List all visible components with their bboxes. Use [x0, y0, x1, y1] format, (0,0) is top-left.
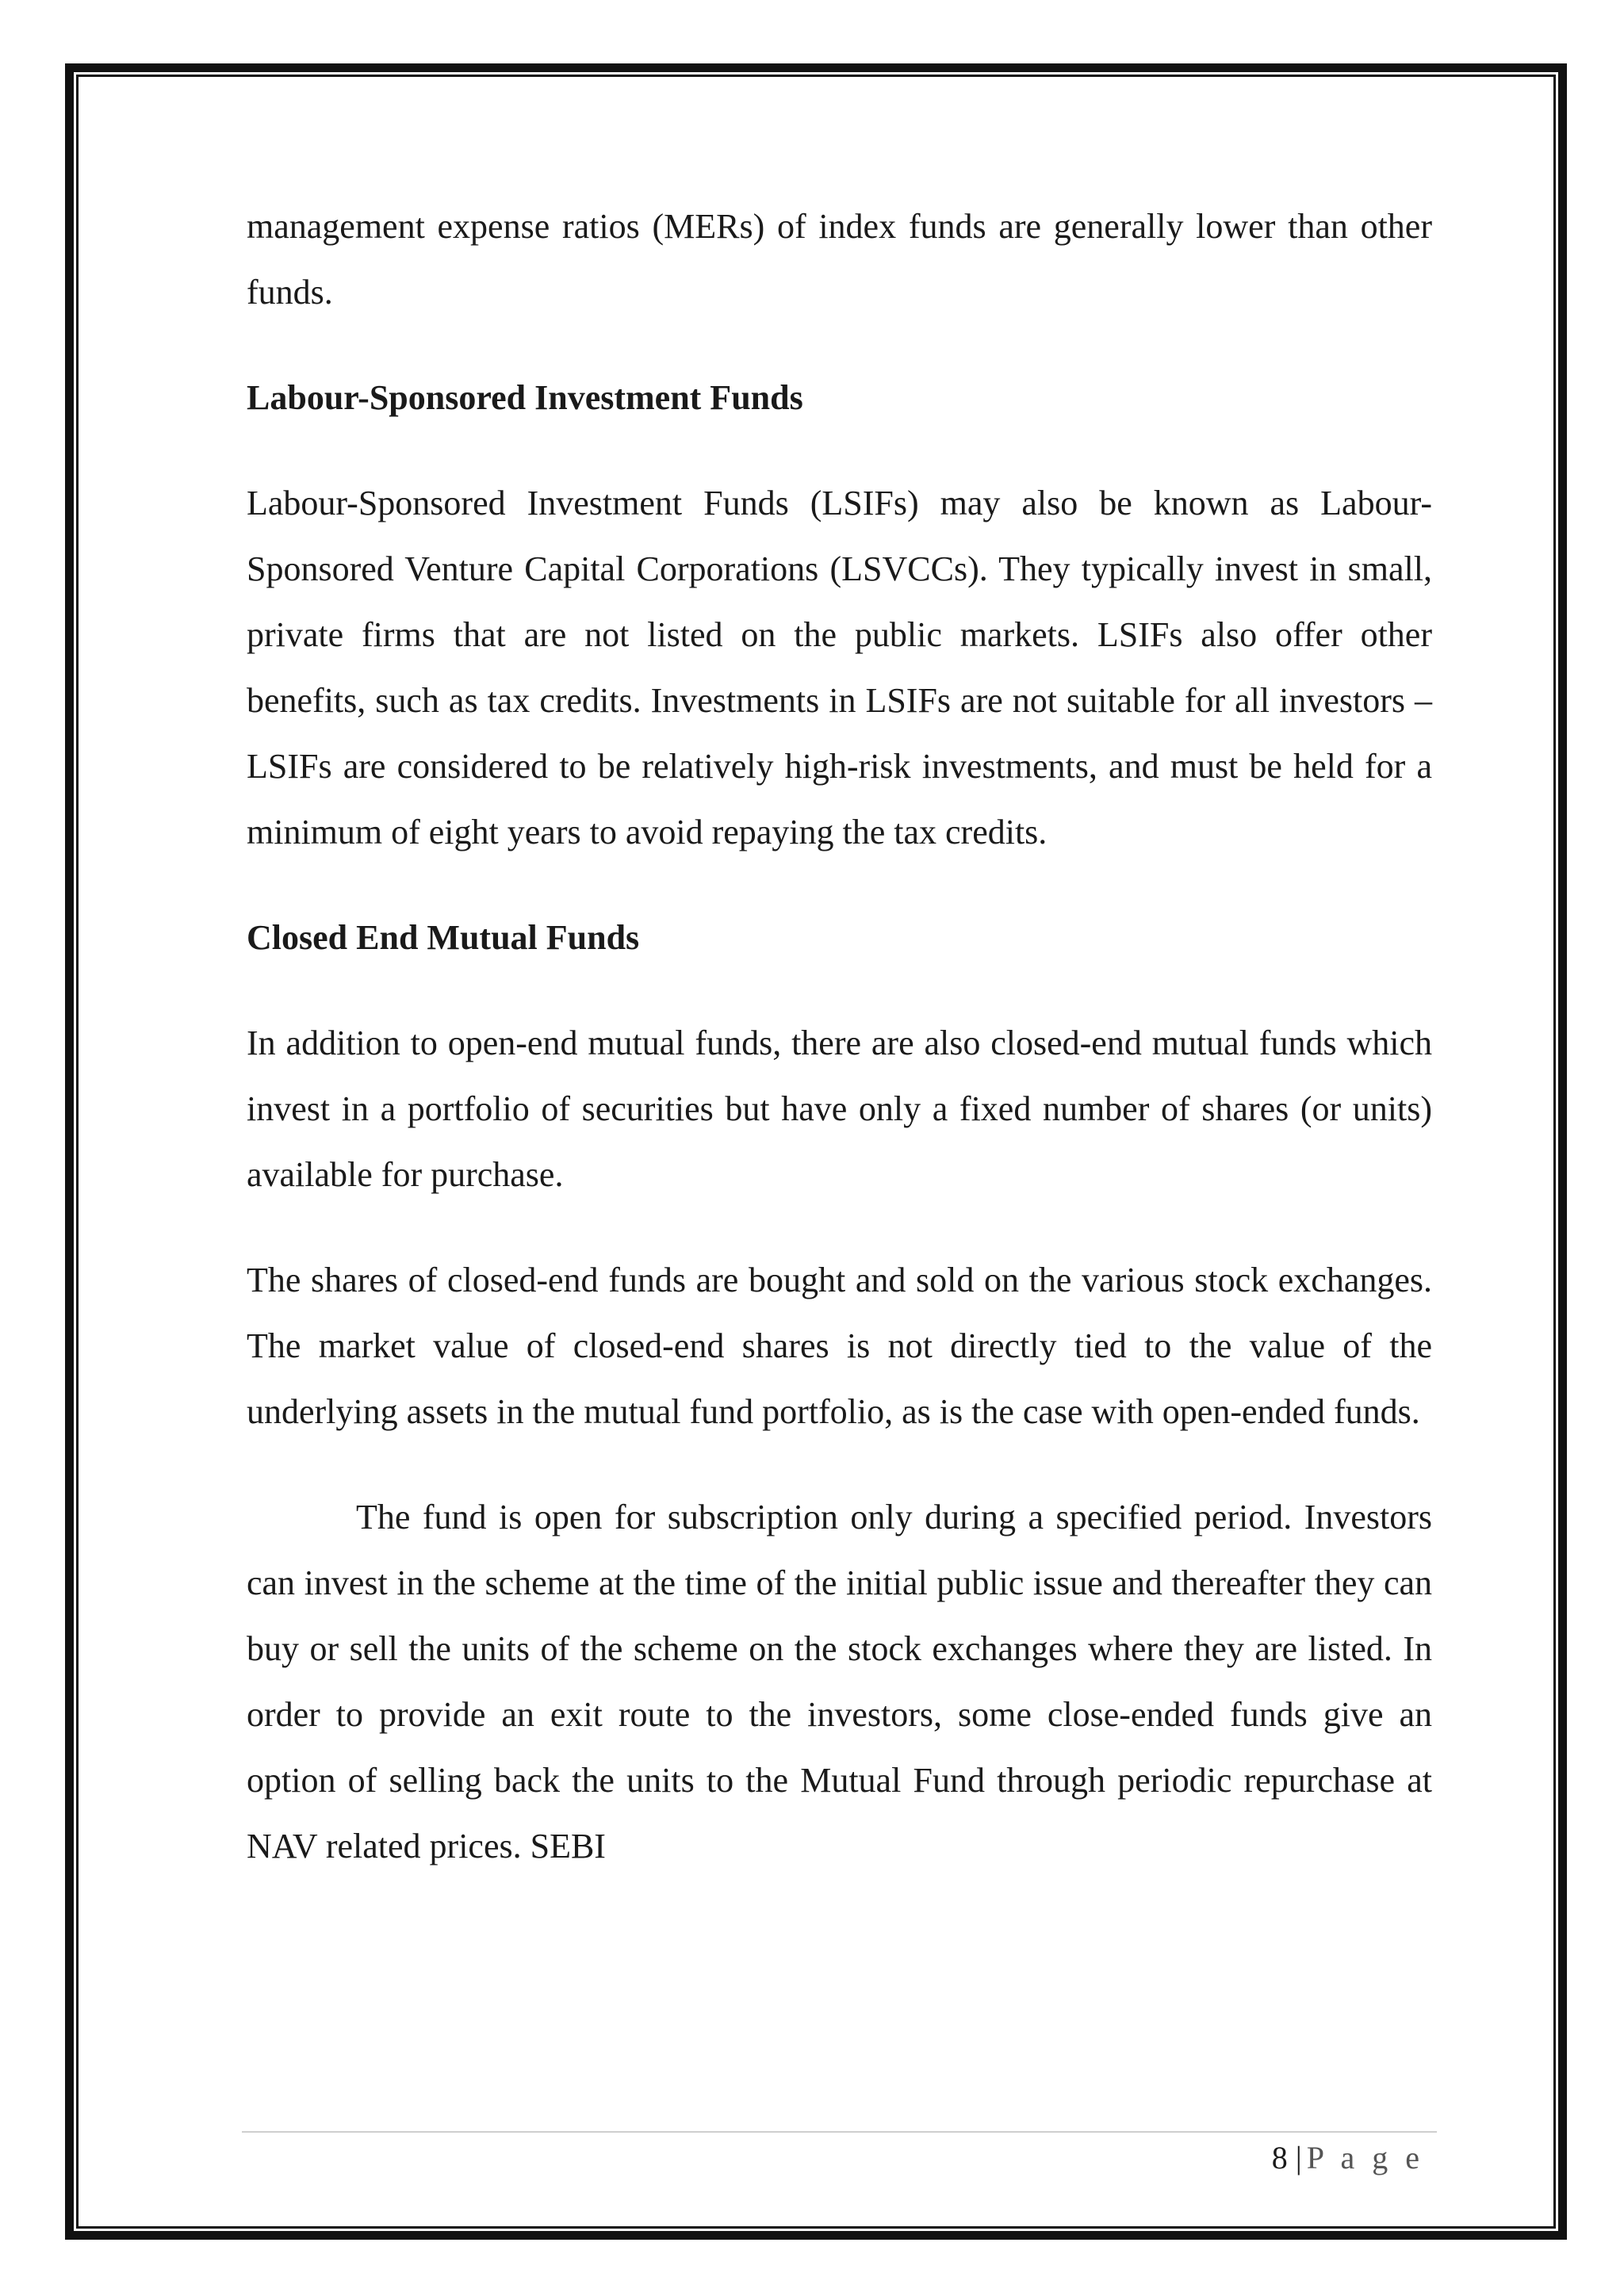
page-footer	[1272, 2136, 1424, 2180]
page-label: P a g e	[1306, 2140, 1424, 2175]
footer-separator: |	[1295, 2140, 1302, 2175]
paragraph-closed-end-intro: In addition to open-end mutual funds, there are also closed-end mutual funds which invest in a portfolio of securities but have only a fixed number of shares (or units) available for purchase.	[247, 1024, 1432, 1194]
paragraph-subscription-period: The fund is open for subscription only during a specified period. Investors can invest in the scheme at the time of the initial public issue and thereafter they can buy or sell the units of the scheme on the stock exchanges where they are listed. In order to provide an exit route to the investors, some close-ended funds give an option of selling back the units to the Mutual Fund through periodic repurchase at NAV related prices. SEBI	[247, 1498, 1432, 1866]
heading-labour-sponsored-funds: Labour-Sponsored Investment Funds	[247, 378, 803, 417]
paragraph-closed-end-shares: The shares of closed-end funds are bought and sold on the various stock exchanges. The market value of closed-end shares is not directly tied to the value of the underlying assets in the mutual fund portfolio, as is the case with open-ended funds.	[247, 1261, 1432, 1431]
heading-closed-end-funds: Closed End Mutual Funds	[247, 918, 640, 957]
paragraph-mer-continuation: management expense ratios (MERs) of index funds are generally lower than other funds.	[247, 207, 1432, 312]
document-body	[247, 193, 1432, 1879]
paragraph-lsif: Labour-Sponsored Investment Funds (LSIFs) may also be known as Labour-Sponsored Venture Capital Corporations (LSVCCs). They typically invest in small, private firms that are not listed on the public markets. LSIFs also offer other benefits, such as tax credits. Investments in LSIFs are not suitable for all investors – LSIFs are considered to be relatively high-risk investments, and must be held for a minimum of eight years to avoid repaying the tax credits.	[247, 484, 1432, 851]
page-number: 8	[1271, 2140, 1288, 2175]
footer-divider	[242, 2131, 1437, 2133]
